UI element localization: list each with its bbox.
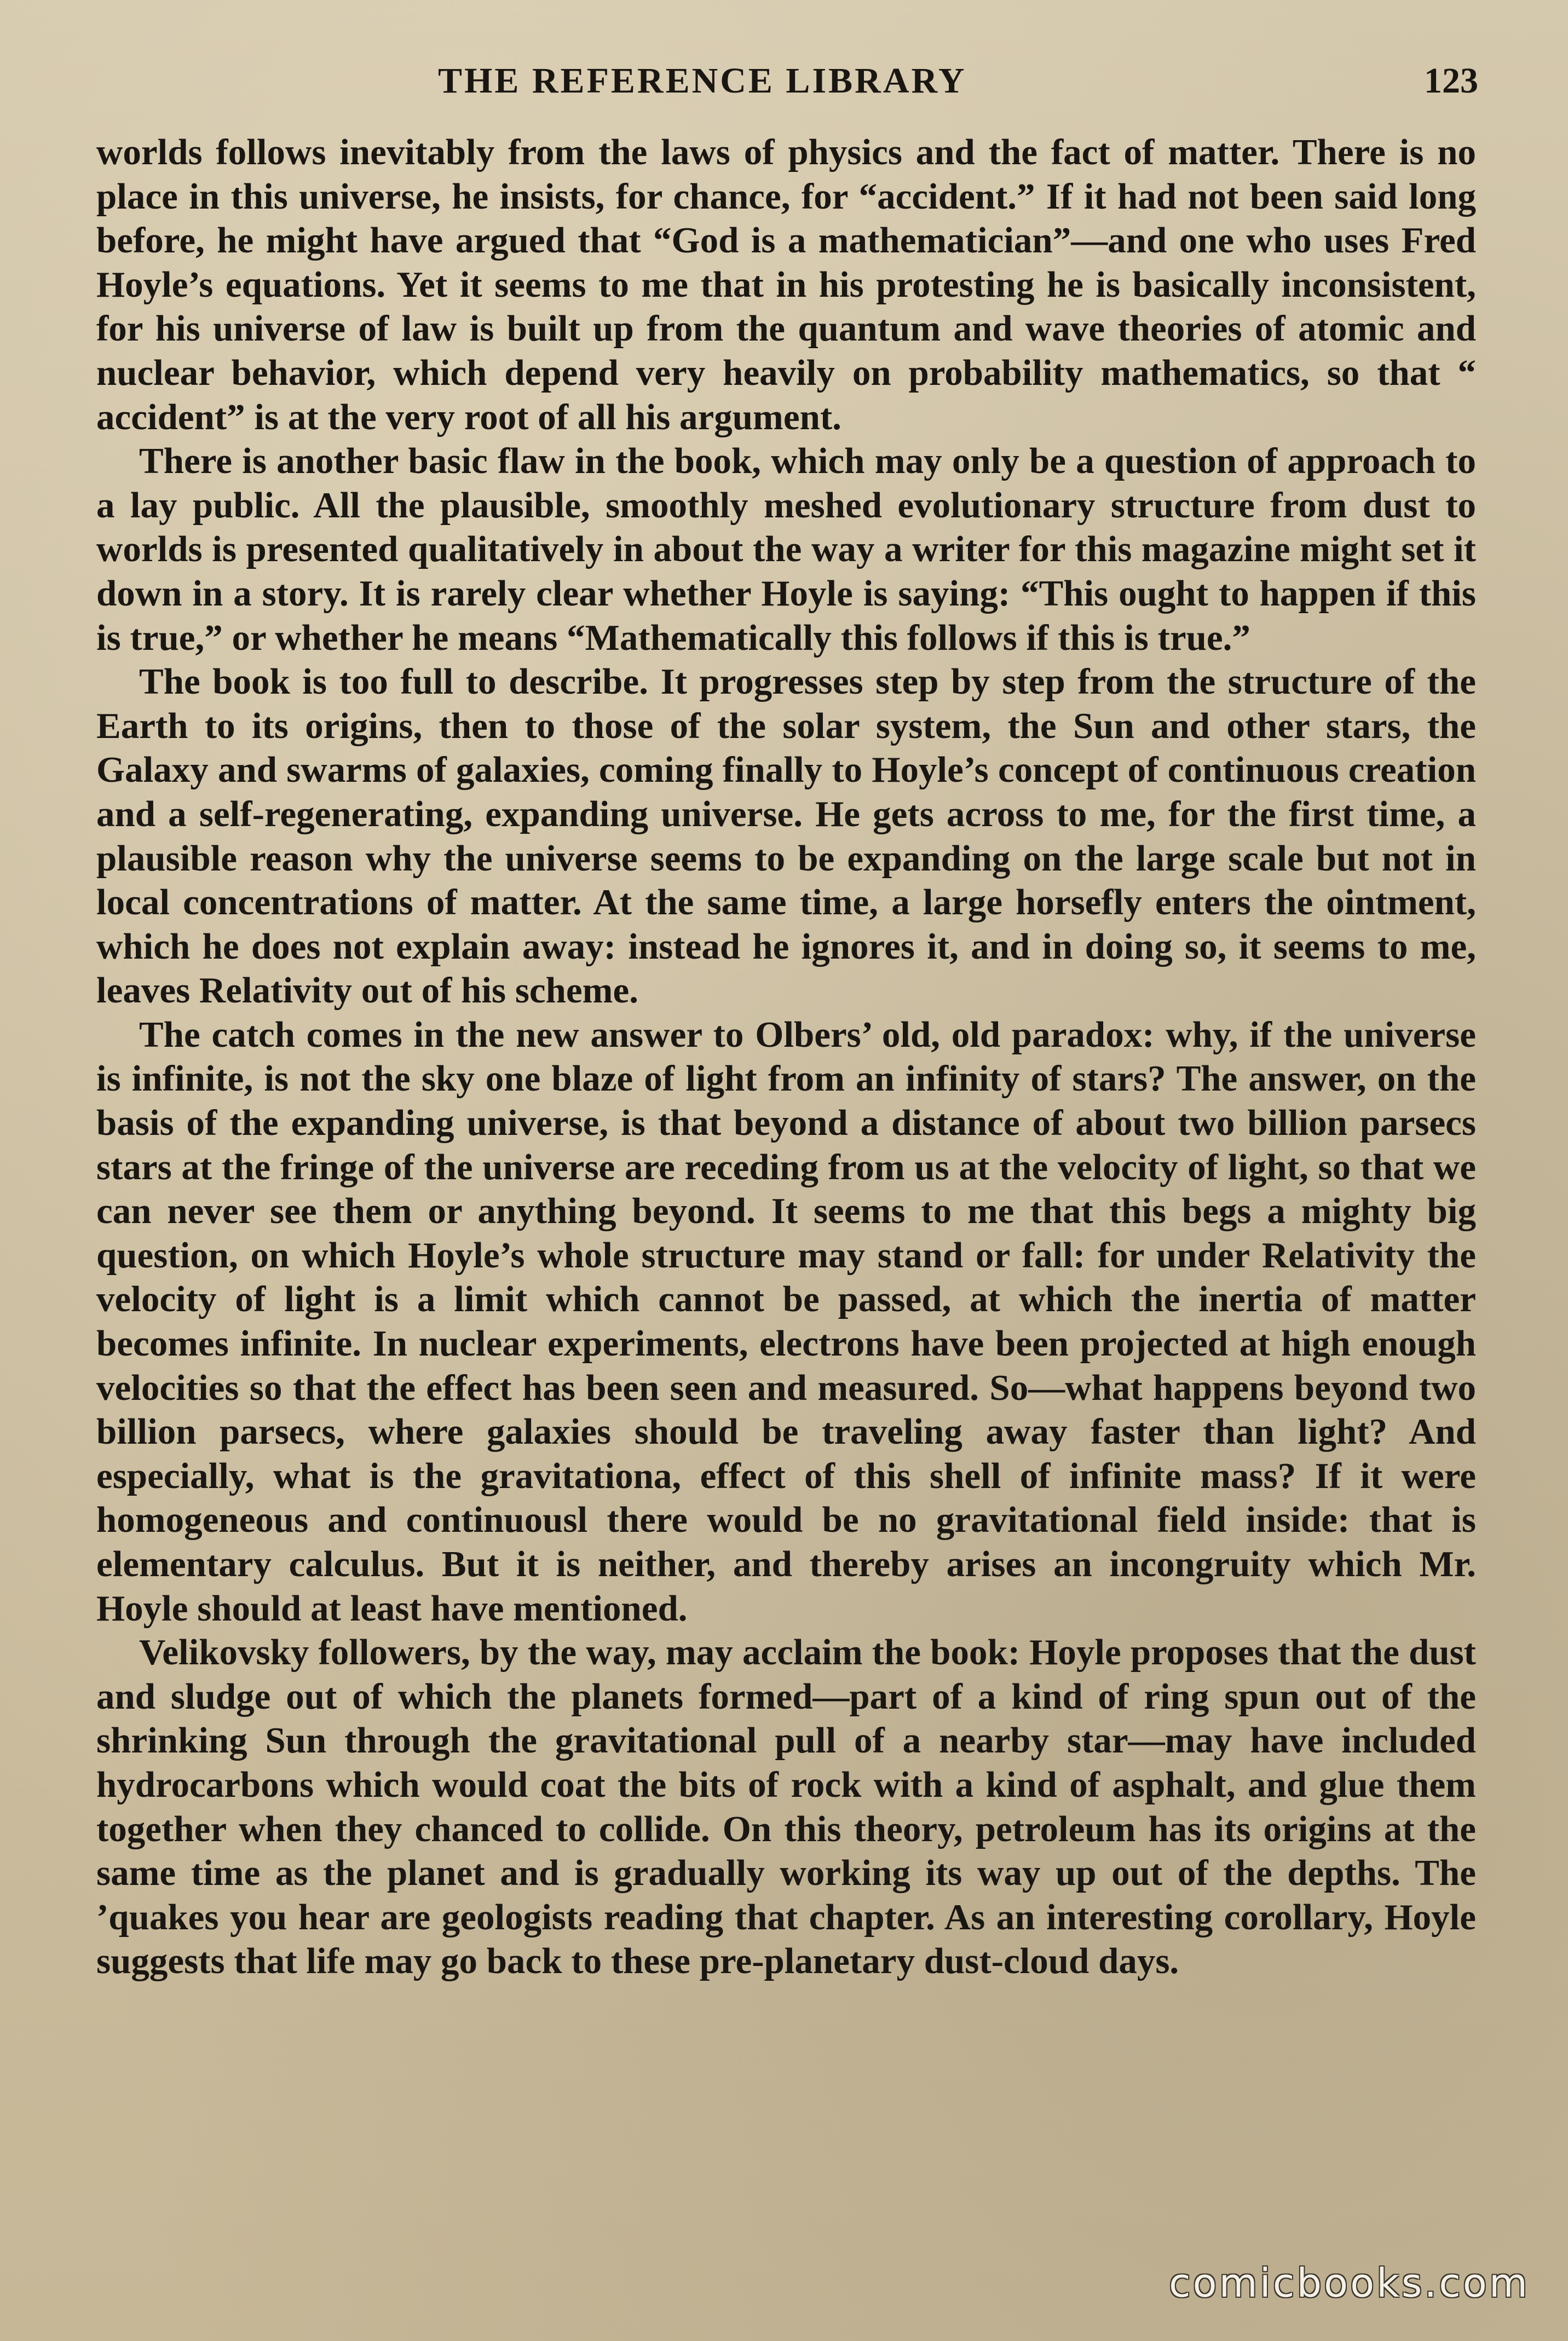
paragraph-2: There is another basic flaw in the book, which may only be a question of approach to a lay public. All the plausible, smoothly meshed evolutionary structure from dust to worlds is presented qualitatively in about the way a writer for this magazine might set it down in a story. It is rarely clear whether Hoyle is saying: “This ought to happen if this is true,” or whether he means “Mathematically this follows if this is true.”: [96, 441, 1476, 658]
page-header: [99, 60, 1478, 109]
running-head: THE REFERENCE LIBRARY: [438, 61, 967, 101]
watermark: comicbooks.com: [1168, 2260, 1530, 2306]
paragraph-5: Velikovsky followers, by the way, may acclaim the book: Hoyle proposes that the dust and sludge out of which the planets formed—part of a kind of ring spun out of the shrinking Sun through the gravitational pull of a nearby star—may have included hydrocarbons which would coat the bits of rock with a kind of asphalt, and glue them together when they chanced to collide. On this theory, petroleum has its origins at the same time as the planet and is gradually working its way up out of the depths. The ’quakes you hear are geologists reading that chapter. As an interesting corollary, Hoyle suggests that life may go back to these pre-planetary dust-cloud days.: [96, 1632, 1476, 1982]
paragraph-3: The book is too full to describe. It progresses step by step from the structure of the Earth to its origins, then to those of the solar system, the Sun and other stars, the Galaxy and swarms of galaxies, coming finally to Hoyle’s concept of continuous creation and a self-regenerating, expanding universe. He gets across to me, for the first time, a plausible reason why the universe seems to be expanding on the large scale but not in local concentrations of matter. At the same time, a large horsefly enters the ointment, which he does not explain away: instead he ignores it, and in doing so, it seems to me, leaves Relativity out of his scheme.: [96, 661, 1476, 1011]
paragraph-1: worlds follows inevitably from the laws of physics and the fact of matter. There is no place in this universe, he insists, for chance, for “accident.” If it had not been said long before, he might have argued that “God is a mathematician”—and one who uses Fred Hoyle’s equations. Yet it seems to me that in his protesting he is basically inconsistent, for his universe of law is built up from the quantum and wave theories of atomic and nuclear behavior, which depend very heavily on probability mathematics, so that “ accident” is at the very root of all his argument.: [96, 132, 1476, 437]
body-text: [96, 130, 1476, 1983]
page-number: 123: [1424, 61, 1478, 101]
paragraph-4: The catch comes in the new answer to Olbers’ old, old paradox: why, if the universe is infinite, is not the sky one blaze of light from an infinity of stars? The answer, on the basis of the expanding universe, is that beyond a distance of about two billion parsecs stars at the fringe of the universe are receding from us at the velocity of light, so that we can never see them or anything beyond. It seems to me that this begs a mighty big question, on which Hoyle’s whole structure may stand or fall: for under Relativity the velocity of light is a limit which cannot be passed, at which the inertia of matter becomes infinite. In nuclear experiments, electrons have been projected at high enough velocities so that the effect has been seen and measured. So—what happens beyond two billion parsecs, where galaxies should be traveling away faster than light? And especially, what is the gravitationa, effect of this shell of infinite mass? If it were homogeneous and continuousl there would be no gravitational field inside: that is elementary calculus. But it is neither, and thereby arises an incongruity which Mr. Hoyle should at least have mentioned.: [96, 1014, 1476, 1629]
